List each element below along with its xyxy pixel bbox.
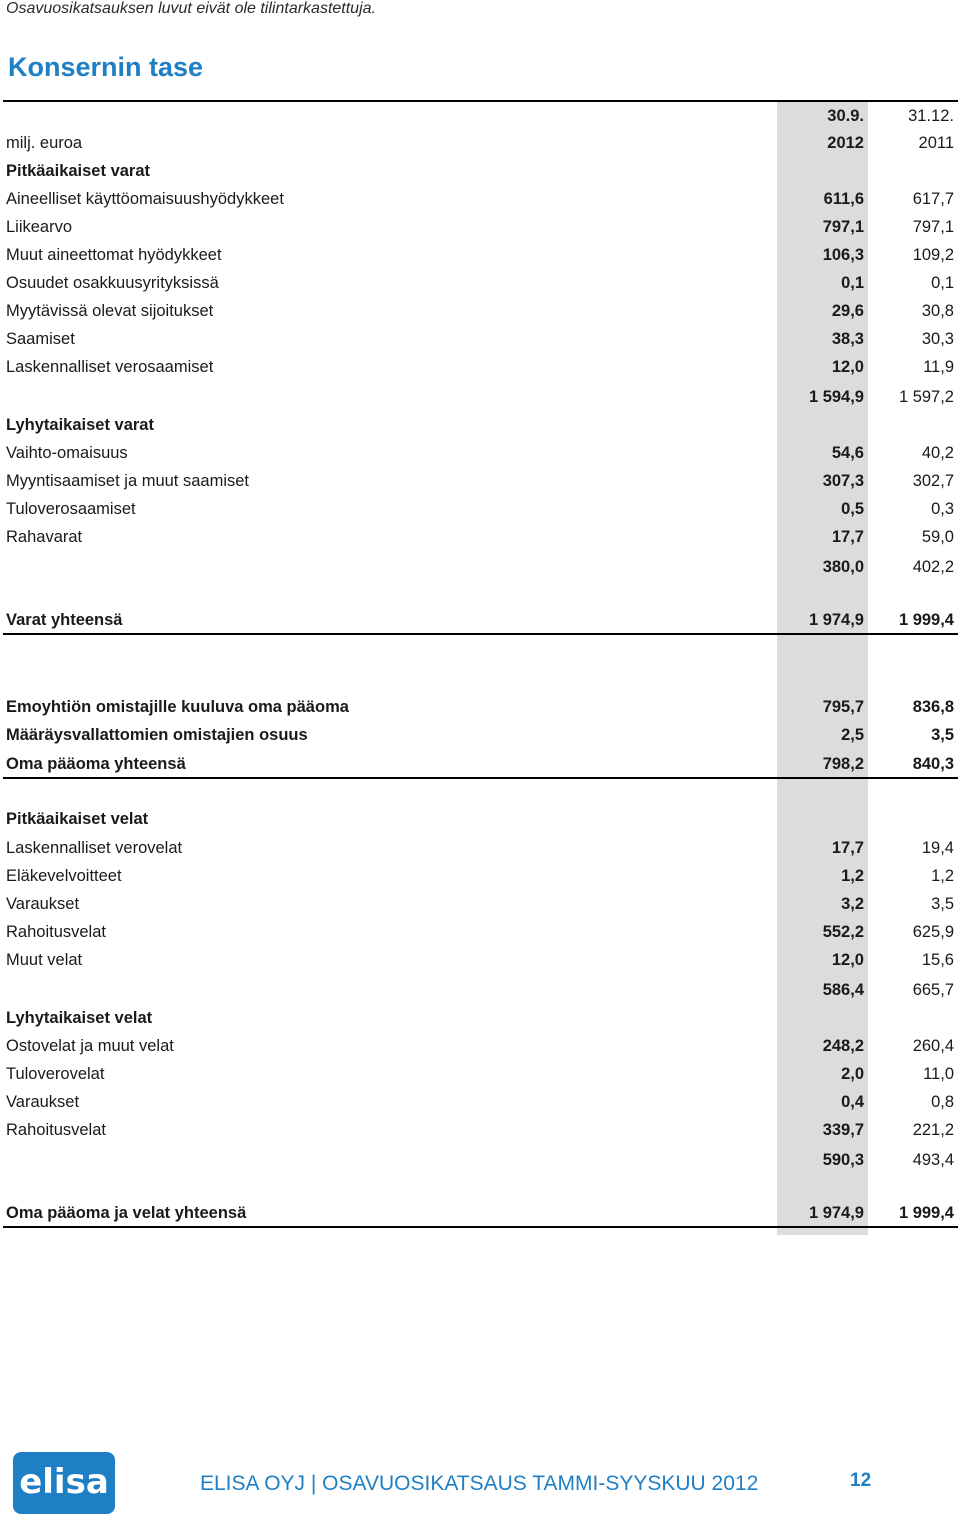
table-row (0, 918, 960, 945)
row-value-2012: 38,3 (831, 330, 864, 348)
row-value-2011: 840,3 (912, 755, 954, 773)
row-value-2012: 0,4 (841, 1093, 864, 1111)
row-value-2012: 0,5 (841, 500, 864, 518)
row-value-2012: 2,0 (841, 1065, 864, 1083)
table-row (0, 1004, 960, 1031)
row-value-2011: 402,2 (912, 558, 954, 576)
row-label: Myytävissä olevat sijoitukset (6, 302, 214, 320)
row-label: Laskennalliset verosaamiset (6, 358, 214, 376)
row-value-2011: 30,8 (921, 302, 954, 320)
row-value-2012: 798,2 (822, 755, 864, 773)
row-value-2012: 29,6 (831, 302, 864, 320)
row-value-2011: 0,3 (931, 500, 954, 518)
row-value-2012: 611,6 (823, 190, 864, 208)
row-value-2012: 2,5 (841, 726, 864, 744)
row-value-2011: 109,2 (912, 246, 954, 264)
table-row (0, 890, 960, 917)
row-label: Määräysvallattomien omistajien osuus (6, 726, 308, 744)
row-value-2011: 40,2 (921, 444, 954, 462)
row-value-2011: 15,6 (921, 951, 954, 969)
table-row (0, 297, 960, 324)
row-value-2012: 380,0 (822, 558, 864, 576)
row-value-2012: 795,7 (822, 698, 864, 716)
table-row (0, 1116, 960, 1143)
col2-date: 31.12. (908, 107, 954, 125)
table-row (0, 553, 960, 580)
row-value-2011: 1 999,4 (898, 1204, 954, 1222)
row-label: Varaukset (6, 1093, 80, 1111)
table-row (0, 606, 960, 633)
row-label: Lyhytaikaiset varat (6, 416, 154, 434)
table-row (0, 269, 960, 296)
table-row (0, 1199, 960, 1226)
row-label: Tuloverovelat (6, 1065, 105, 1083)
row-value-2011: 11,0 (923, 1065, 954, 1083)
table-row (0, 1032, 960, 1059)
table-row (0, 325, 960, 352)
row-value-2011: 0,8 (931, 1093, 954, 1111)
table-row (0, 353, 960, 380)
row-label: Tuloverosaamiset (6, 500, 136, 518)
row-value-2011: 221,2 (912, 1121, 954, 1139)
row-label: Rahoitusvelat (6, 923, 106, 941)
table-row (0, 185, 960, 212)
row-value-2011: 260,4 (912, 1037, 954, 1055)
row-value-2011: 3,5 (931, 895, 954, 913)
row-value-2012: 307,3 (822, 472, 864, 490)
row-value-2012: 0,1 (841, 274, 864, 292)
unit-label: milj. euroa (6, 134, 83, 152)
table-row (0, 1088, 960, 1115)
row-value-2011: 1 597,2 (898, 388, 954, 406)
table-row (0, 241, 960, 268)
row-label: Eläkevelvoitteet (6, 867, 122, 885)
row-value-2011: 625,9 (912, 923, 954, 941)
row-label: Muut velat (6, 951, 83, 969)
row-label: Rahoitusvelat (6, 1121, 106, 1139)
row-value-2012: 54,6 (831, 444, 864, 462)
row-value-2012: 1,2 (841, 867, 864, 885)
table-row (0, 1146, 960, 1173)
table-row (0, 157, 960, 184)
row-value-2012: 797,1 (822, 218, 864, 236)
col2-year: 2011 (918, 134, 954, 152)
row-value-2012: 12,0 (831, 951, 864, 969)
row-value-2012: 106,3 (822, 246, 864, 264)
row-value-2012: 1 974,9 (808, 611, 864, 629)
row-value-2012: 1 594,9 (808, 388, 864, 406)
table-row (0, 523, 960, 550)
row-label: Pitkäaikaiset varat (6, 162, 151, 180)
table-row (0, 693, 960, 720)
total-underline (3, 633, 958, 635)
row-value-2011: 493,4 (912, 1151, 954, 1169)
table-row (0, 834, 960, 861)
page-title: Konsernin tase (8, 52, 204, 82)
table-row (0, 750, 960, 777)
row-value-2011: 617,7 (912, 190, 954, 208)
row-value-2012: 248,2 (822, 1037, 864, 1055)
row-value-2012: 1 974,9 (808, 1204, 864, 1222)
row-label: Osuudet osakkuusyrityksissä (6, 274, 219, 292)
table-row (0, 1060, 960, 1087)
table-row (0, 495, 960, 522)
row-label: Liikearvo (6, 218, 73, 236)
row-value-2012: 552,2 (822, 923, 864, 941)
row-value-2011: 11,9 (923, 358, 954, 376)
table-row (0, 721, 960, 748)
table-row (0, 213, 960, 240)
row-value-2011: 30,3 (921, 330, 954, 348)
table-row (0, 805, 960, 832)
row-value-2011: 665,7 (912, 981, 954, 999)
footer-text: ELISA OYJ | OSAVUOSIKATSAUS TAMMI-SYYSKUU 2012 (200, 1472, 759, 1495)
row-label: Oma pääoma yhteensä (6, 755, 186, 773)
page-number: 12 (850, 1470, 872, 1491)
row-label: Ostovelat ja muut velat (6, 1037, 174, 1055)
row-value-2012: 590,3 (822, 1151, 864, 1169)
header-row-dates (0, 102, 960, 129)
row-label: Pitkäaikaiset velat (6, 810, 149, 828)
row-value-2011: 59,0 (921, 528, 954, 546)
col1-date: 30.9. (827, 107, 864, 125)
row-label: Vaihto-omaisuus (6, 444, 128, 462)
row-value-2012: 17,7 (831, 528, 864, 546)
table-row (0, 862, 960, 889)
total-underline (3, 777, 958, 779)
row-label: Myyntisaamiset ja muut saamiset (6, 472, 249, 490)
row-value-2011: 3,5 (931, 726, 954, 744)
row-label: Oma pääoma ja velat yhteensä (6, 1204, 247, 1222)
row-label: Lyhytaikaiset velat (6, 1009, 153, 1027)
row-label: Aineelliset käyttöomaisuushyödykkeet (6, 190, 284, 208)
row-label: Rahavarat (6, 528, 83, 546)
table-row (0, 411, 960, 438)
row-value-2012: 586,4 (822, 981, 864, 999)
table-row (0, 946, 960, 973)
row-value-2012: 12,0 (831, 358, 864, 376)
row-label: Varat yhteensä (6, 611, 123, 629)
table-row (0, 976, 960, 1003)
elisa-logo: elisa (13, 1452, 115, 1514)
row-label: Emoyhtiön omistajille kuuluva oma pääoma (6, 698, 349, 716)
table-row (0, 383, 960, 410)
row-value-2011: 1,2 (931, 867, 954, 885)
row-value-2011: 797,1 (912, 218, 954, 236)
row-value-2011: 302,7 (912, 472, 954, 490)
table-row (0, 439, 960, 466)
row-value-2012: 339,7 (822, 1121, 864, 1139)
row-value-2012: 17,7 (831, 839, 864, 857)
row-label: Laskennalliset verovelat (6, 839, 183, 857)
row-value-2011: 19,4 (921, 839, 954, 857)
row-value-2012: 3,2 (841, 895, 864, 913)
row-value-2011: 1 999,4 (898, 611, 954, 629)
row-label: Varaukset (6, 895, 80, 913)
page-footer (0, 1450, 960, 1521)
row-label: Muut aineettomat hyödykkeet (6, 246, 222, 264)
row-value-2011: 0,1 (931, 274, 954, 292)
header-row-years (0, 129, 960, 156)
total-underline (3, 1226, 958, 1228)
table-row (0, 467, 960, 494)
row-label: Saamiset (6, 330, 75, 348)
col1-year: 2012 (827, 134, 864, 152)
disclaimer-note: Osavuosikatsauksen luvut eivät ole tilintarkastettuja. (6, 0, 376, 17)
row-value-2011: 836,8 (912, 698, 954, 716)
